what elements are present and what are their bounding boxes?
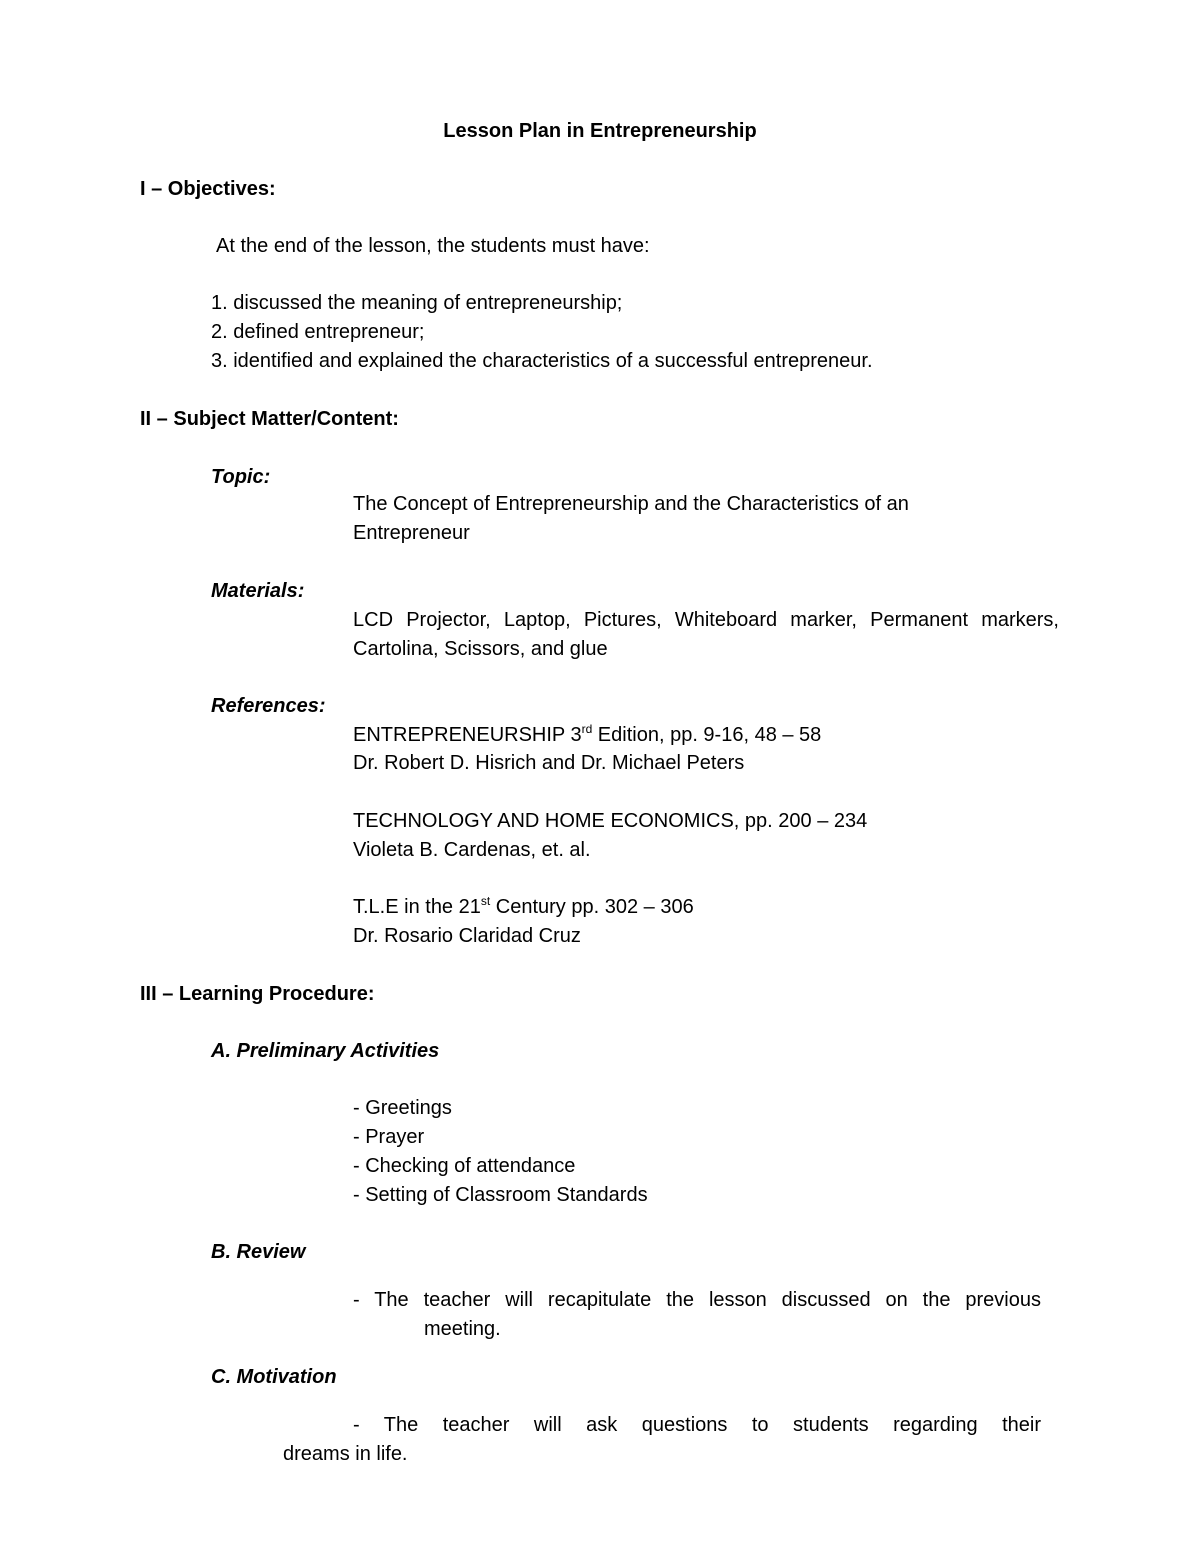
topic-line-2: Entrepreneur <box>353 522 470 544</box>
materials-label: Materials: <box>211 580 305 602</box>
subject-matter-heading: II – Subject Matter/Content: <box>140 408 399 430</box>
learning-procedure-heading: III – Learning Procedure: <box>140 983 375 1005</box>
review-heading: B. Review <box>211 1241 306 1263</box>
review-line-2: meeting. <box>424 1318 501 1340</box>
reference-title-1: ENTREPRENEURSHIP 3rd Edition, pp. 9-16, 48 – 58 <box>353 722 822 746</box>
motivation-heading: C. Motivation <box>211 1366 337 1388</box>
preliminary-item-prayer: - Prayer <box>353 1126 425 1148</box>
objectives-heading: I – Objectives: <box>140 178 276 200</box>
preliminary-item-attendance: - Checking of attendance <box>353 1155 576 1177</box>
topic-line-1: The Concept of Entrepreneurship and the Characteristics of an <box>353 493 909 515</box>
preliminary-activities-heading: A. Preliminary Activities <box>211 1040 440 1062</box>
reference-title-2: TECHNOLOGY AND HOME ECONOMICS, pp. 200 – 234 <box>353 810 868 832</box>
review-line-1: - The teacher will recapitulate the lesson discussed on the previous <box>353 1289 1041 1311</box>
motivation-line-1: - The teacher will ask questions to students regarding their <box>353 1414 1041 1436</box>
objective-item-2: 2. defined entrepreneur; <box>211 321 425 343</box>
objective-item-1: 1. discussed the meaning of entrepreneurship; <box>211 292 623 314</box>
materials-text: LCD Projector, Laptop, Pictures, Whiteboard marker, Permanent markers, Cartolina, Scissors, and glue <box>353 609 1059 660</box>
preliminary-item-standards: - Setting of Classroom Standards <box>353 1184 648 1206</box>
reference-authors-1: Dr. Robert D. Hisrich and Dr. Michael Peters <box>353 752 745 774</box>
reference-authors-2: Violeta B. Cardenas, et. al. <box>353 839 591 861</box>
objective-item-3: 3. identified and explained the characteristics of a successful entrepreneur. <box>211 350 873 372</box>
reference-title-3: T.L.E in the 21st Century pp. 302 – 306 <box>353 894 694 918</box>
objectives-intro: At the end of the lesson, the students must have: <box>216 235 650 257</box>
page-title: Lesson Plan in Entrepreneurship <box>443 120 757 142</box>
preliminary-item-greetings: - Greetings <box>353 1097 452 1119</box>
reference-authors-3: Dr. Rosario Claridad Cruz <box>353 925 581 947</box>
motivation-line-2: dreams in life. <box>283 1443 408 1465</box>
topic-label: Topic: <box>211 466 271 488</box>
references-label: References: <box>211 695 326 717</box>
